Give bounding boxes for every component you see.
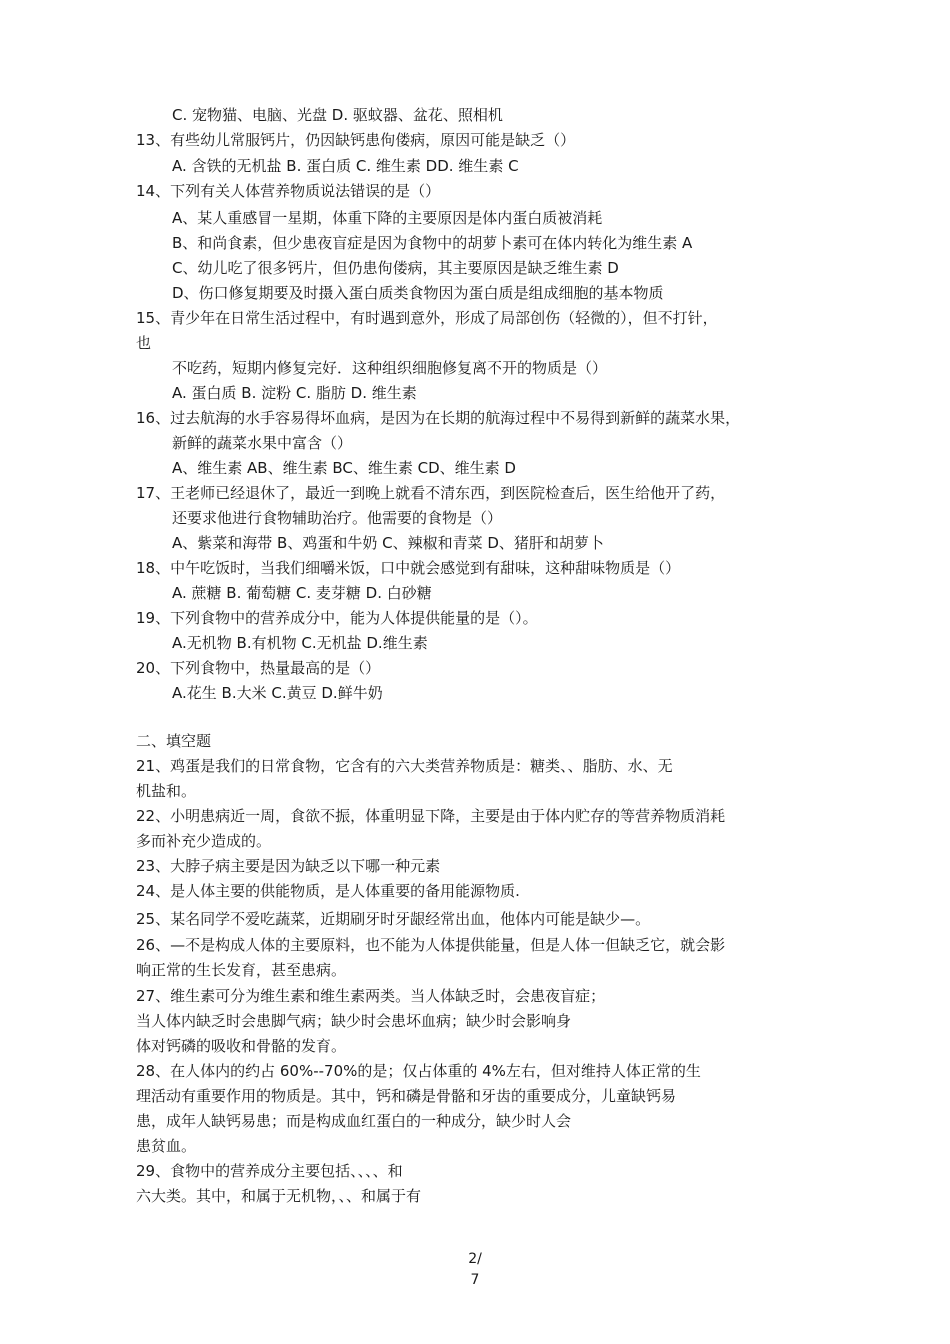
question-25: 25、某名同学不爱吃蔬菜，近期刷牙时牙龈经常出血，他体内可能是缺少—。 [136,910,651,928]
question-24: 24、是人体主要的供能物质，是人体重要的备用能源物质. [136,882,520,900]
question-19: 19、下列食物中的营养成分中，能为人体提供能量的是（）。 [136,609,538,627]
question-23: 23、大脖子病主要是因为缺乏以下哪一种元素 [136,857,441,875]
question-13: 13、有些幼儿常服钙片，仍因缺钙患佝偻病，原因可能是缺乏（） [136,131,576,149]
text-line: A. 含铁的无机盐 B. 蛋白质 C. 维生素 DD. 维生素 C [172,157,519,175]
question-28: 28、在人体内的约占 60%--70%的是；仅占体重的 4%左右，但对维持人体正常的生 [136,1062,701,1080]
question-15: 15、青少年在日常生活过程中，有时遇到意外，形成了局部创伤（轻微的），但不打针， [136,309,718,327]
text-line: C、幼儿吃了很多钙片，但仍患佝偻病，其主要原因是缺乏维生素 D [172,259,619,277]
section-heading: 二、填空题 [136,732,212,750]
text-line: 也 [136,334,152,352]
text-line: B、和尚食素，但少患夜盲症是因为食物中的胡萝卜素可在体内转化为维生素 A [172,234,693,252]
question-26: 26、—不是构成人体的主要原料，也不能为人体提供能量，但是人体一但缺乏它，就会影 [136,936,726,954]
page-total: 7 [470,1272,480,1288]
text-line: C. 宠物猫、电脑、光盘 D. 驱蚊器、盆花、照相机 [172,106,503,124]
text-line: A. 蔗糖 B. 葡萄糖 C. 麦芽糖 D. 白砂糖 [172,584,432,602]
text-line: 体对钙磷的吸收和骨骼的发育。 [136,1037,347,1055]
text-line: 六大类。其中，和属于无机物，、、和属于有 [136,1187,422,1205]
question-17: 17、王老师已经退休了，最近一到晚上就看不清东西，到医院检查后，医生给他开了药， [136,484,726,502]
question-21: 21、鸡蛋是我们的日常食物，它含有的六大类营养物质是：糖类、、脂肪、水、无 [136,757,673,775]
text-line: 响正常的生长发育，甚至患病。 [136,961,347,979]
text-line: A、维生素 AB、维生素 BC、维生素 CD、维生素 D [172,459,516,477]
text-line: A、紫菜和海带 B、鸡蛋和牛奶 C、辣椒和青菜 D、猪肝和胡萝卜 [172,534,604,552]
text-line: 新鲜的蔬菜水果中富含（） [172,434,353,452]
question-16: 16、过去航海的水手容易得坏血病，是因为在长期的航海过程中不易得到新鲜的蔬菜水果， [136,409,741,427]
text-line: A. 蛋白质 B. 淀粉 C. 脂肪 D. 维生素 [172,384,417,402]
question-22: 22、小明患病近一周，食欲不振，体重明显下降，主要是由于体内贮存的等营养物质消耗 [136,807,726,825]
question-14: 14、下列有关人体营养物质说法错误的是（） [136,182,441,200]
text-line: D、伤口修复期要及时摄入蛋白质类食物因为蛋白质是组成细胞的基本物质 [172,284,664,302]
text-line: 患贫血。 [136,1137,197,1155]
question-18: 18、中午吃饭时，当我们细嚼米饭，口中就会感觉到有甜味，这种甜味物质是（） [136,559,681,577]
text-line: 当人体内缺乏时会患脚气病；缺少时会患坏血病；缺少时会影响身 [136,1012,572,1030]
text-line: 患，成年人缺钙易患；而是构成血红蛋白的一种成分，缺少时人会 [136,1112,572,1130]
text-line: 不吃药，短期内修复完好．这种组织细胞修复离不开的物质是（） [172,359,608,377]
text-line: A、某人重感冒一星期，体重下降的主要原因是体内蛋白质被消耗 [172,209,603,227]
text-line: 机盐和。 [136,782,197,800]
page-number: 2/ [468,1251,482,1267]
text-line: A.花生 B.大米 C.黄豆 D.鲜牛奶 [172,684,383,702]
text-line: 还要求他进行食物辅助治疗。他需要的食物是（） [172,509,503,527]
question-27: 27、维生素可分为维生素和维生素两类。当人体缺乏时，会患夜盲症； [136,987,606,1005]
text-line: 多而补充少造成的。 [136,832,272,850]
text-line: 理活动有重要作用的物质是。其中，钙和磷是骨骼和牙齿的重要成分，儿童缺钙易 [136,1087,677,1105]
question-20: 20、下列食物中，热量最高的是（） [136,659,381,677]
text-line: A.无机物 B.有机物 C.无机盐 D.维生素 [172,634,428,652]
question-29: 29、食物中的营养成分主要包括、、、、和 [136,1162,403,1180]
